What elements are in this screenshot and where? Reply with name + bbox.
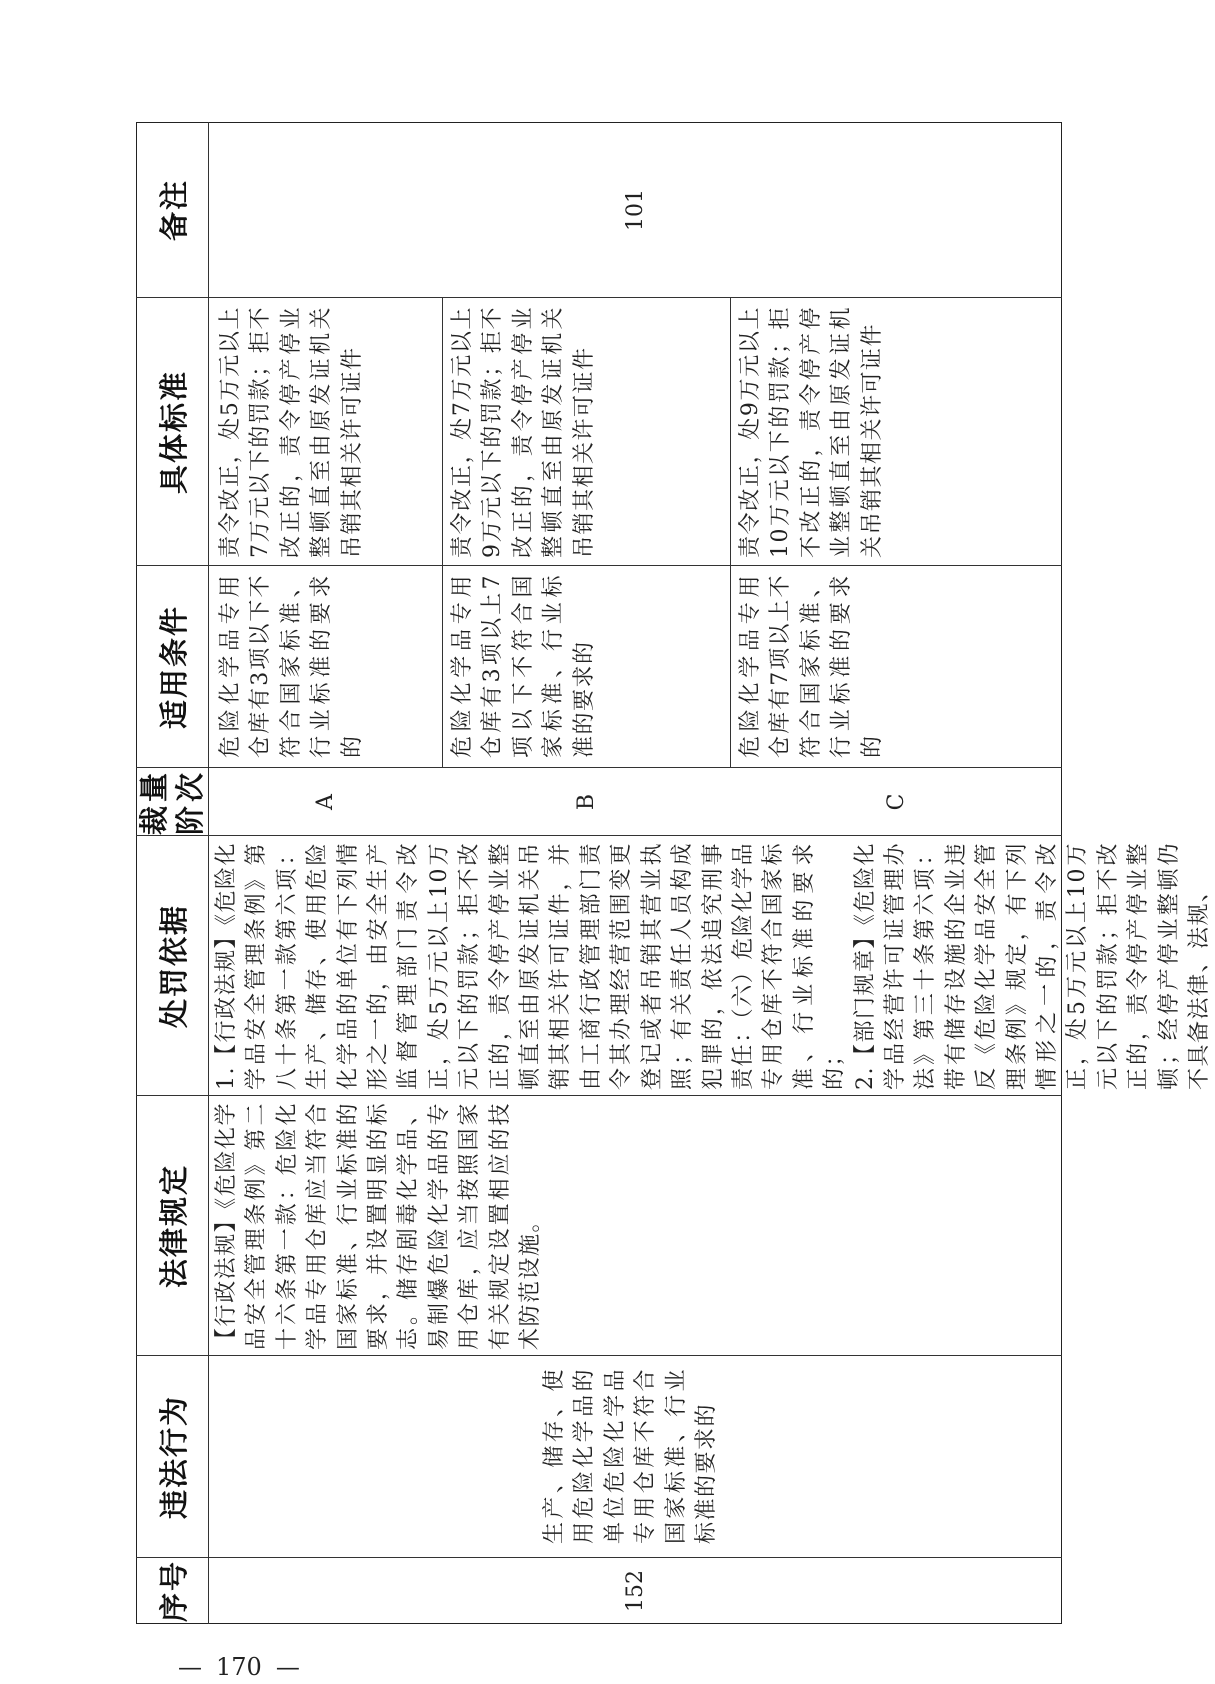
col-divider [136,1355,1062,1356]
header-law: 法律规定 [156,1164,191,1289]
header-divider [208,122,209,1624]
standard-b: 责令改正，处7万元以上9万元以下的罚款；拒不改正的，责令停产停业整顿直至由原发证机关吊销其相关许可证件 [450,306,597,558]
header-condition: 适用条件 [156,605,191,730]
level-b: B [573,793,599,811]
law-text: 【行政法规】《危险化学品安全管理条例》第二十六条第一款：危险化学品专用仓库应当符合国家标准、行业标准的要求，并设置明显的标志。储存剧毒化学品、易制爆危险化学品的专用仓库，应当按照国家有关规定设置相应的技术防范设施。 [214,1102,544,1350]
remark-text: 101 [622,189,648,231]
col-divider [136,1095,1062,1096]
page-dash-right: — [275,1653,300,1681]
penalty-table [136,122,1212,1624]
standard-c: 责令改正，处9万元以上10万元以下的罚款；拒不改正的，责令停产停业整顿直至由原发证机关吊销其相关许可证件 [738,306,885,558]
header-index: 序号 [156,1560,191,1623]
row-index: 152 [622,1570,648,1612]
standard-a: 责令改正，处5万元以上7万元以下的罚款；拒不改正的，责令停产停业整顿直至由原发证机关吊销其相关许可证件 [218,306,365,558]
level-row-divider [442,298,443,768]
condition-a: 危险化学品专用仓库有3项以下不符合国家标准、行业标准的要求的 [218,574,365,758]
level-c: C [883,793,909,811]
header-level-line1: 裁量 [137,769,171,836]
page-number-footer [178,1652,328,1682]
page-dash-left: — [178,1653,202,1681]
col-divider [136,565,1062,566]
header-level-line2: 阶次 [173,769,207,836]
header-standard: 具体标准 [156,370,191,495]
behavior-text: 生产、储存、使用危险化学品的单位危险化学品专用仓库不符合国家标准、行业标准的要求的 [542,1368,720,1544]
header-level [136,768,208,836]
level-row-divider [730,298,731,768]
page-number: 170 [216,1653,262,1681]
basis-item-1: 1.【行政法规】《危险化学品安全管理条例》第八十条第一款第六项：生产、储存、使用危险化学品的单位有下列情形之一的，由安全生产监督管理部门责令改正，处5万元以上10万元以下的罚款；拒不改正的，责令停产停业整顿直至由原发证机关吊销其相关许可证件，并由工商行政管理部门责令其办理经营范围变更登记或者吊销其营业执照；有关责任人员构成犯罪的，依法追究刑事责任：（六）危险化学品专用仓库不符合国家标准、行业标准的要求的； [214,842,848,1090]
header-basis: 处罚依据 [156,904,191,1029]
level-a: A [312,794,338,810]
basis-item-2: 2.【部门规章】《危险化学品经营许可证管理办法》第三十条第六项：带有储存设施的企业违反《危险化学品安全管理条例》规定，有下列情形之一的，责令改正，处5万元以上10万元以下的罚款；拒不改正的，责令停产停业整顿；经停产停业整顿仍不具备法律、法规、 [852,842,1212,1090]
condition-b: 危险化学品专用仓库有3项以上7项以下不符合国家标准、行业标准的要求的 [450,574,597,758]
basis-text [212,838,1215,1094]
header-remark: 备注 [156,179,191,242]
condition-c: 危险化学品专用仓库有7项以上不符合国家标准、行业标准的要求的 [738,574,885,758]
header-behavior: 违法行为 [156,1395,191,1520]
